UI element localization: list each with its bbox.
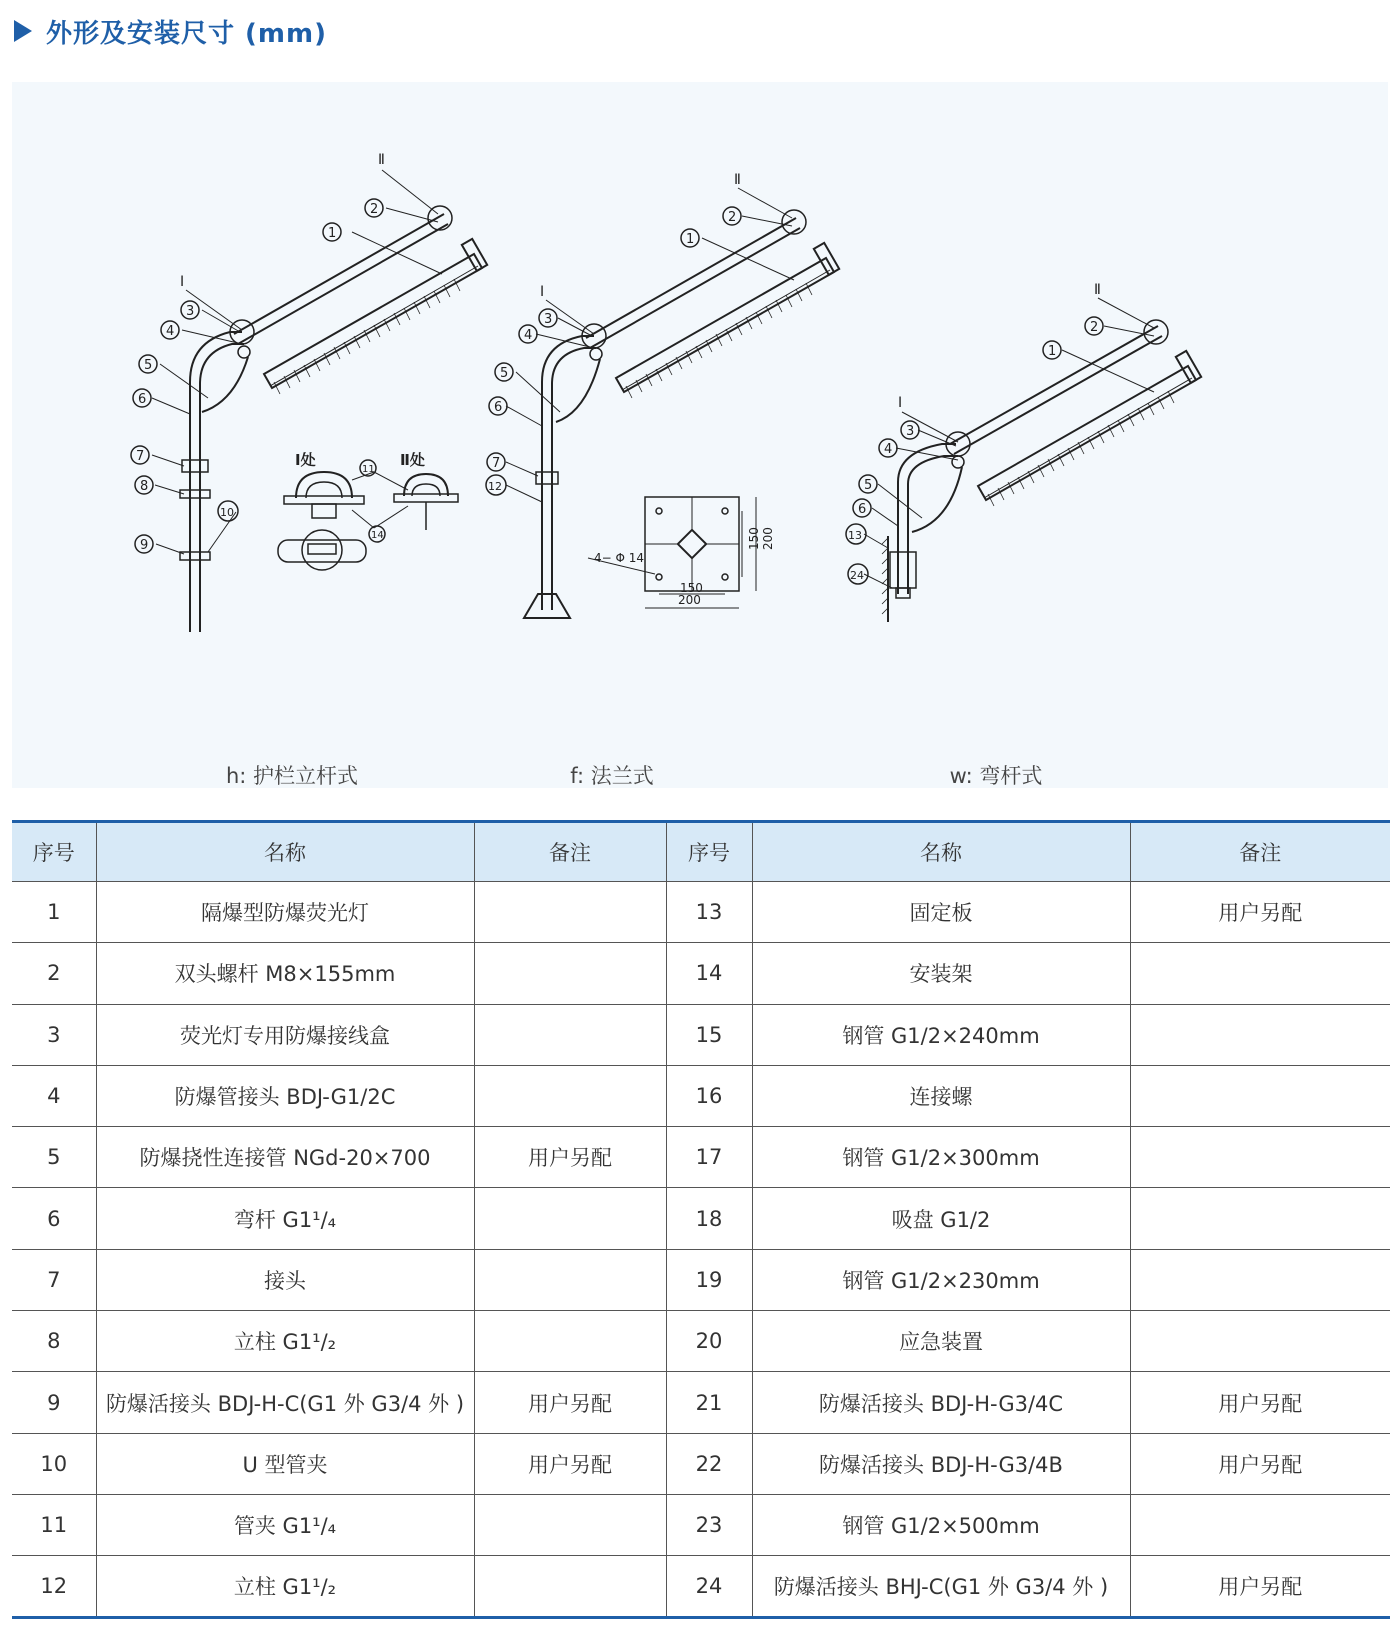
cell-seq-2: 13 xyxy=(666,882,752,943)
cell-seq-2: 16 xyxy=(666,1065,752,1126)
cell-name: 防爆活接头 BDJ-H-C(G1 外 G3/4 外 ) xyxy=(96,1372,474,1433)
svg-text:1: 1 xyxy=(328,226,337,241)
table-row xyxy=(12,882,1390,943)
diagram-w xyxy=(846,282,1201,622)
cell-remark xyxy=(474,1188,666,1249)
cell-seq: 11 xyxy=(12,1494,96,1555)
cell-name: 接头 xyxy=(96,1249,474,1310)
cell-seq: 9 xyxy=(12,1372,96,1433)
cell-name-2: 钢管 G1/2×500mm xyxy=(752,1494,1130,1555)
cell-name: 管夹 G1¹/₄ xyxy=(96,1494,474,1555)
cell-remark xyxy=(474,1249,666,1310)
table-row xyxy=(12,1065,1390,1126)
cell-remark xyxy=(474,1065,666,1126)
cell-name: U 型管夹 xyxy=(96,1433,474,1494)
svg-text:13: 13 xyxy=(848,529,862,542)
cell-remark xyxy=(474,943,666,1004)
diagram-panel xyxy=(12,82,1388,788)
cell-name-2: 防爆活接头 BDJ-H-G3/4B xyxy=(752,1433,1130,1494)
cell-name-2: 防爆活接头 BDJ-H-G3/4C xyxy=(752,1372,1130,1433)
diagram-h xyxy=(131,152,487,632)
table-row xyxy=(12,1188,1390,1249)
cell-remark xyxy=(474,1556,666,1617)
table-row xyxy=(12,1494,1390,1555)
table-header-row xyxy=(12,822,1390,882)
cell-seq: 1 xyxy=(12,882,96,943)
detail-label-I: Ⅰ处 xyxy=(295,451,316,469)
svg-text:4: 4 xyxy=(884,442,893,457)
triangle-bullet-icon xyxy=(14,20,32,42)
cell-name-2: 安装架 xyxy=(752,943,1130,1004)
cell-remark-2: 用户另配 xyxy=(1130,882,1390,943)
cell-seq: 6 xyxy=(12,1188,96,1249)
cell-name: 双头螺杆 M8×155mm xyxy=(96,943,474,1004)
header-name: 名称 xyxy=(96,822,474,882)
svg-text:1: 1 xyxy=(686,232,695,247)
svg-text:2: 2 xyxy=(370,202,379,217)
svg-text:7: 7 xyxy=(136,449,145,464)
cell-seq-2: 18 xyxy=(666,1188,752,1249)
flange-dim-200-v: 200 xyxy=(761,527,775,550)
flange-hole-label: 4− Φ 14 xyxy=(594,551,645,565)
svg-text:6: 6 xyxy=(858,502,867,517)
table-row xyxy=(12,1433,1390,1494)
svg-text:Ⅰ: Ⅰ xyxy=(898,395,903,411)
parts-table xyxy=(12,820,1390,1619)
svg-text:Ⅱ: Ⅱ xyxy=(1094,282,1101,298)
svg-text:Ⅱ: Ⅱ xyxy=(734,172,741,188)
cell-seq: 8 xyxy=(12,1311,96,1372)
cell-remark-2 xyxy=(1130,1065,1390,1126)
cell-seq: 3 xyxy=(12,1004,96,1065)
svg-text:4: 4 xyxy=(166,324,175,339)
cell-seq: 4 xyxy=(12,1065,96,1126)
cell-seq-2: 15 xyxy=(666,1004,752,1065)
svg-text:5: 5 xyxy=(864,478,873,493)
cell-remark-2 xyxy=(1130,1188,1390,1249)
cell-name-2: 钢管 G1/2×300mm xyxy=(752,1127,1130,1188)
installation-diagrams xyxy=(12,82,1388,788)
header-seq: 序号 xyxy=(12,822,96,882)
svg-text:3: 3 xyxy=(186,304,195,319)
cell-seq-2: 22 xyxy=(666,1433,752,1494)
cell-name: 防爆管接头 BDJ-G1/2C xyxy=(96,1065,474,1126)
section-title xyxy=(14,14,327,48)
cell-remark: 用户另配 xyxy=(474,1433,666,1494)
callout-I-h: Ⅰ xyxy=(180,274,185,290)
caption-f: f: 法兰式 xyxy=(570,764,654,788)
cell-name: 弯杆 G1¹/₄ xyxy=(96,1188,474,1249)
cell-name-2: 固定板 xyxy=(752,882,1130,943)
caption-w: w: 弯杆式 xyxy=(949,764,1043,788)
cell-name: 立柱 G1¹/₂ xyxy=(96,1556,474,1617)
cell-remark-2 xyxy=(1130,1311,1390,1372)
table-row xyxy=(12,1311,1390,1372)
header-remark-2: 备注 xyxy=(1130,822,1390,882)
cell-seq: 10 xyxy=(12,1433,96,1494)
caption-h: h: 护栏立杆式 xyxy=(225,764,359,788)
header-remark: 备注 xyxy=(474,822,666,882)
cell-seq-2: 24 xyxy=(666,1556,752,1617)
cell-seq-2: 17 xyxy=(666,1127,752,1188)
cell-remark-2 xyxy=(1130,1004,1390,1065)
cell-remark-2 xyxy=(1130,1249,1390,1310)
cell-remark-2 xyxy=(1130,943,1390,1004)
svg-text:6: 6 xyxy=(494,400,503,415)
section-title-text: 外形及安装尺寸 (mm) xyxy=(46,18,328,49)
cell-seq-2: 14 xyxy=(666,943,752,1004)
svg-text:14: 14 xyxy=(371,530,384,541)
svg-text:2: 2 xyxy=(1090,320,1099,335)
cell-remark-2: 用户另配 xyxy=(1130,1372,1390,1433)
svg-text:1: 1 xyxy=(1048,344,1057,359)
flange-dim-150-h: 150 xyxy=(680,581,703,595)
svg-text:7: 7 xyxy=(492,456,501,471)
header-name-2: 名称 xyxy=(752,822,1130,882)
flange-dim-200-h: 200 xyxy=(678,593,701,607)
cell-remark-2: 用户另配 xyxy=(1130,1433,1390,1494)
svg-text:11: 11 xyxy=(362,464,375,475)
table-row xyxy=(12,1127,1390,1188)
table-row xyxy=(12,1556,1390,1617)
svg-text:8: 8 xyxy=(140,479,149,494)
detail-views xyxy=(278,451,458,570)
table-row xyxy=(12,1372,1390,1433)
cell-name-2: 钢管 G1/2×230mm xyxy=(752,1249,1130,1310)
cell-name: 防爆挠性连接管 NGd-20×700 xyxy=(96,1127,474,1188)
svg-text:3: 3 xyxy=(906,424,915,439)
cell-remark-2 xyxy=(1130,1127,1390,1188)
cell-remark xyxy=(474,1004,666,1065)
cell-remark xyxy=(474,1311,666,1372)
detail-label-II: Ⅱ处 xyxy=(400,451,425,469)
table-row xyxy=(12,1004,1390,1065)
cell-seq: 5 xyxy=(12,1127,96,1188)
cell-seq: 2 xyxy=(12,943,96,1004)
svg-text:6: 6 xyxy=(138,392,147,407)
svg-text:10: 10 xyxy=(220,506,234,519)
cell-remark xyxy=(474,882,666,943)
callout-II-h: Ⅱ xyxy=(378,152,385,168)
cell-remark: 用户另配 xyxy=(474,1372,666,1433)
flange-dim-150-v: 150 xyxy=(747,527,761,550)
cell-name: 立柱 G1¹/₂ xyxy=(96,1311,474,1372)
svg-text:Ⅰ: Ⅰ xyxy=(540,284,545,300)
flange-plate xyxy=(588,497,775,608)
cell-seq: 12 xyxy=(12,1556,96,1617)
cell-name: 隔爆型防爆荧光灯 xyxy=(96,882,474,943)
table-row xyxy=(12,943,1390,1004)
svg-text:9: 9 xyxy=(140,538,149,553)
cell-name: 荧光灯专用防爆接线盒 xyxy=(96,1004,474,1065)
svg-text:24: 24 xyxy=(850,569,864,582)
cell-remark xyxy=(474,1494,666,1555)
svg-text:2: 2 xyxy=(728,210,737,225)
cell-name-2: 吸盘 G1/2 xyxy=(752,1188,1130,1249)
cell-name-2: 防爆活接头 BHJ-C(G1 外 G3/4 外 ) xyxy=(752,1556,1130,1617)
svg-text:12: 12 xyxy=(488,480,502,493)
cell-name-2: 应急装置 xyxy=(752,1311,1130,1372)
diagram-f xyxy=(486,172,839,618)
cell-remark-2 xyxy=(1130,1494,1390,1555)
cell-seq-2: 20 xyxy=(666,1311,752,1372)
cell-seq-2: 23 xyxy=(666,1494,752,1555)
cell-name-2: 连接螺 xyxy=(752,1065,1130,1126)
cell-seq-2: 19 xyxy=(666,1249,752,1310)
table-row xyxy=(12,1249,1390,1310)
svg-text:5: 5 xyxy=(144,358,153,373)
cell-seq: 7 xyxy=(12,1249,96,1310)
cell-remark-2: 用户另配 xyxy=(1130,1556,1390,1617)
svg-text:5: 5 xyxy=(500,366,509,381)
cell-remark: 用户另配 xyxy=(474,1127,666,1188)
header-seq-2: 序号 xyxy=(666,822,752,882)
cell-name-2: 钢管 G1/2×240mm xyxy=(752,1004,1130,1065)
svg-text:3: 3 xyxy=(544,312,553,327)
cell-seq-2: 21 xyxy=(666,1372,752,1433)
svg-text:4: 4 xyxy=(524,328,533,343)
